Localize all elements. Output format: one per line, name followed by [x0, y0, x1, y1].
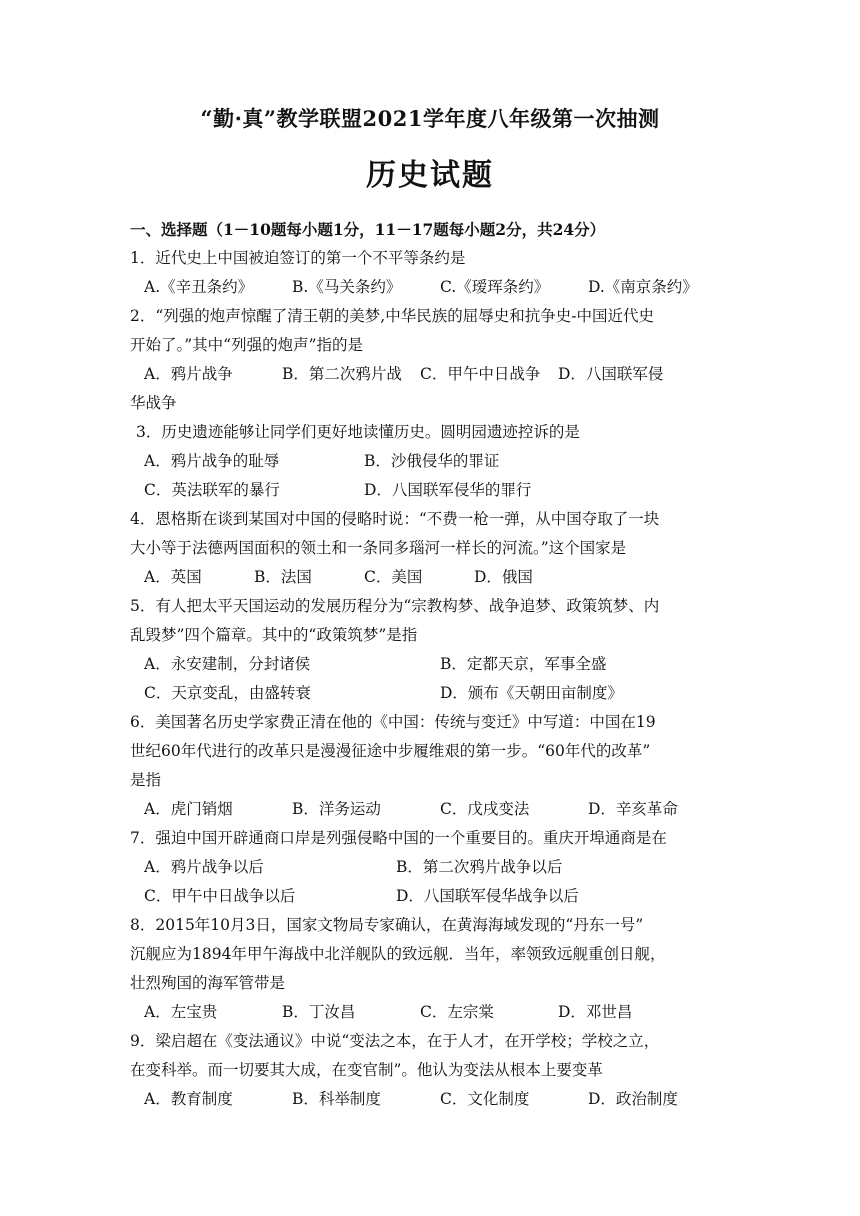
option-c: C．甲午中日战争以后 — [144, 887, 296, 905]
section-heading: 一、选择题（1－10题每小题1分，11－17题每小题2分，共24分） — [130, 220, 606, 239]
question-6 — [130, 708, 736, 824]
exam-subject-title: 历史试题 — [366, 158, 494, 193]
question-stem: 1．近代史上中国被迫签订的第一个不平等条约是 — [130, 249, 466, 267]
question-stem: 3．历史遗迹能够让同学们更好地读懂历史。圆明园遗迹控诉的是 — [136, 423, 580, 441]
option-a: A．教育制度 — [144, 1090, 233, 1108]
question-3 — [130, 418, 736, 505]
option-d: D．俄国 — [474, 568, 533, 586]
options-row — [130, 360, 736, 389]
option-b: B．法国 — [254, 568, 312, 586]
option-b: B.《马关条约》 — [292, 278, 402, 296]
option-a: A．永安建制，分封诸侯 — [144, 655, 311, 673]
question-9 — [130, 1027, 736, 1114]
question-stem: 9．梁启超在《变法通议》中说“变法之本，在于人才，在开学校；学校之立， — [130, 1032, 660, 1050]
option-a: A．鸦片战争 — [144, 365, 233, 383]
options-row — [130, 650, 736, 679]
question-stem: 是指 — [130, 771, 162, 789]
option-a: A．鸦片战争的耻辱 — [144, 452, 280, 470]
option-a: A．虎门销烟 — [144, 800, 233, 818]
options-row — [130, 853, 736, 882]
question-stem: 2．“列强的炮声惊醒了清王朝的美梦,中华民族的屈辱史和抗争史-中国近代史 — [130, 307, 654, 325]
question-7 — [130, 824, 736, 911]
question-stem: 8．2015年10月3日，国家文物局专家确认，在黄海海域发现的“丹东一号” — [130, 916, 644, 934]
option-b: B．丁汝昌 — [282, 1003, 356, 1021]
option-c: C．左宗棠 — [420, 1003, 494, 1021]
question-list — [130, 215, 736, 1114]
option-c: C．文化制度 — [440, 1090, 530, 1108]
question-5 — [130, 592, 736, 708]
options-row — [130, 795, 736, 824]
question-stem: 5．有人把太平天国运动的发展历程分为“宗教构梦、战争追梦、政策筑梦、内 — [130, 597, 660, 615]
options-row — [136, 476, 736, 505]
options-row — [130, 273, 736, 302]
question-stem: 7．强迫中国开辟通商口岸是列强侵略中国的一个重要目的。重庆开埠通商是在 — [130, 829, 667, 847]
option-d: D．邓世昌 — [558, 1003, 633, 1021]
question-stem: 壮烈殉国的海军管带是 — [130, 974, 286, 992]
option-b: B．第二次鸦片战 — [282, 365, 402, 383]
option-d: D．辛亥革命 — [588, 800, 678, 818]
option-a: A．鸦片战争以后 — [144, 858, 264, 876]
options-row — [130, 1085, 736, 1114]
question-stem: 世纪60年代进行的改革只是漫漫征途中步履维艰的第一步。“60年代的改革” — [130, 742, 651, 760]
question-stem: 6．美国著名历史学家费正清在他的《中国：传统与变迁》中写道：中国在19 — [130, 713, 656, 731]
option-d: D．八国联军侵华的罪行 — [364, 481, 532, 499]
option-b: B．第二次鸦片战争以后 — [396, 858, 563, 876]
option-c: C．英法联军的暴行 — [144, 481, 280, 499]
option-c: C．美国 — [364, 568, 423, 586]
question-8 — [130, 911, 736, 1027]
option-d: D．政治制度 — [588, 1090, 678, 1108]
question-stem: 在变科举。而一切要其大成，在变官制”。他认为变法从根本上要变革 — [130, 1061, 603, 1079]
option-d: D．八国联军侵 — [558, 365, 664, 383]
option-c: C．甲午中日战争 — [420, 365, 541, 383]
options-row — [130, 882, 736, 911]
option-b: B．科举制度 — [292, 1090, 381, 1108]
question-stem: 大小等于法德两国面积的领土和一条同多瑙河一样长的河流。”这个国家是 — [130, 539, 627, 557]
option-b: B．沙俄侵华的罪证 — [364, 452, 500, 470]
options-row — [136, 447, 736, 476]
option-d: D．八国联军侵华战争以后 — [396, 887, 579, 905]
option-a: A．英国 — [144, 568, 202, 586]
question-stem: 沉舰应为1894年甲午海战中北洋舰队的致远舰．当年，率领致远舰重创日舰， — [130, 945, 666, 963]
option-d: D．颁布《天朝田亩制度》 — [440, 684, 623, 702]
question-1 — [130, 244, 736, 302]
question-2 — [130, 302, 736, 418]
option-b: B．定都天京，军事全盛 — [440, 655, 607, 673]
option-a: A．左宝贵 — [144, 1003, 218, 1021]
option-continuation: 华战争 — [130, 394, 177, 412]
exam-header-title: “勤·真”教学联盟2021学年度八年级第一次抽测 — [200, 106, 660, 131]
option-c: C．天京变乱，由盛转衰 — [144, 684, 311, 702]
question-4 — [130, 505, 736, 592]
options-row — [130, 998, 736, 1027]
option-c: C.《瑷珲条约》 — [440, 278, 550, 296]
question-stem: 4．恩格斯在谈到某国对中国的侵略时说：“不费一枪一弹，从中国夺取了一块 — [130, 510, 660, 528]
option-d: D.《南京条约》 — [588, 278, 698, 296]
options-row — [130, 679, 736, 708]
option-b: B．洋务运动 — [292, 800, 381, 818]
options-row — [130, 563, 736, 592]
option-c: C．戊戌变法 — [440, 800, 530, 818]
question-stem: 乱毁梦”四个篇章。其中的“政策筑梦”是指 — [130, 626, 418, 644]
option-a: A.《辛丑条约》 — [144, 278, 254, 296]
question-stem: 开始了。”其中“列强的炮声”指的是 — [130, 336, 364, 354]
